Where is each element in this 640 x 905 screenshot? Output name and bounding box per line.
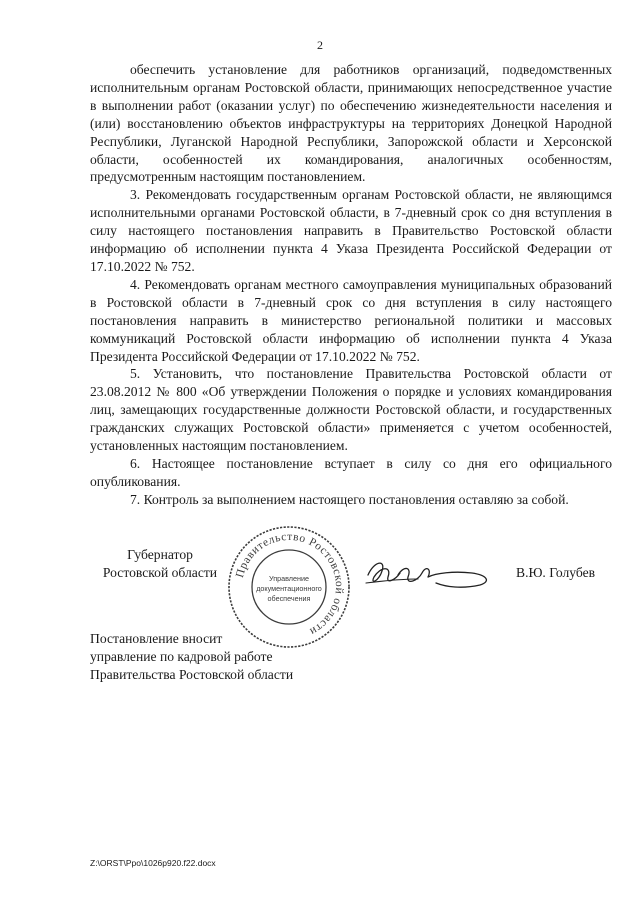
- paragraph-4: 4. Рекомендовать органам местного самоуправления муниципальных образований в Ростовской области в 7-дневный срок со дня вступления в силу настоящего постановления направить в министерство региональной политики и массовых коммуникаций Ростовской области информацию об исполнении пункта 4 Указа Президента Российской Федерации от 17.10.2022 № 752.: [90, 276, 612, 364]
- signer-title: [90, 546, 230, 582]
- signer-name: В.Ю. Голубев: [516, 565, 596, 580]
- signer-title-line1: Губернатор: [127, 547, 193, 562]
- seal-inner-line2: документационного: [256, 584, 322, 593]
- paragraph-6: 6. Настоящее постановление вступает в силу со дня его официального опубликования.: [90, 455, 612, 489]
- paragraph-3: 3. Рекомендовать государственным органам Ростовской области, не являющимся исполнительными органами Ростовской области, в 7-дневный срок со дня вступления в силу настоящего постановления направить в Правительство Ростовской области информацию об исполнении пункта 4 Указа Президента Российской Федерации от 17.10.2022 № 752.: [90, 187, 612, 274]
- submitted-line1: Постановление вносит: [90, 631, 223, 646]
- signer-title-line2: Ростовской области: [102, 565, 218, 580]
- file-path-footer: Z:\ORST\Ppo\1026p920.f22.docx: [90, 858, 216, 868]
- submitted-line2: управление по кадровой работе: [90, 649, 273, 664]
- paragraph-continuation: обеспечить установление для работников организаций, подведомственных исполнительным органам Ростовской области, принимающих непосредственное участие в выполнении работ (оказании услуг) по обеспечению жизнедеятельности населения и (или) восстановлению объектов инфраструктуры на территориях Донецкой Народной Республики, Луганской Народной Республики, Запорожской области и Херсонской области, особенностей их командирования, аналогичных особенностям, предусмотренным настоящим постановлением.: [90, 62, 612, 185]
- handwritten-signature: [362, 555, 494, 595]
- document-body: [90, 61, 612, 509]
- paragraph-5: 5. Установить, что постановление Правительства Ростовской области от 23.08.2012 № 800 «Об утверждении Положения о порядке и условиях командирования лиц, замещающих государственные должности Ростовской области, и государственных гражданских служащих Ростовской области» применяется с учетом особенностей, установленных настоящим постановлением.: [90, 366, 612, 454]
- seal-inner-line3: обеспечения: [267, 594, 311, 603]
- submitted-line3: Правительства Ростовской области: [90, 667, 294, 682]
- page-number: 2: [317, 38, 323, 52]
- submitted-by-block: [90, 630, 293, 684]
- paragraph-7: 7. Контроль за выполнением настоящего постановления оставляю за собой.: [130, 491, 569, 507]
- seal-ring-text: Правительство Ростовской области: [233, 530, 346, 638]
- seal-inner-line1: Управление: [269, 574, 309, 583]
